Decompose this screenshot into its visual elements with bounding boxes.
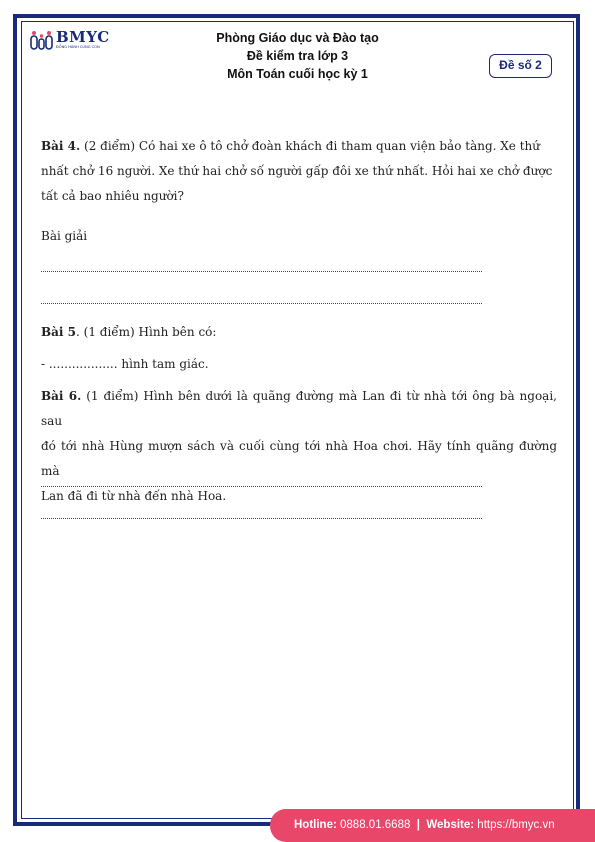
bai6-label: Bài 6. bbox=[41, 389, 82, 403]
header-subject: Môn Toán cuối học kỳ 1 bbox=[227, 67, 368, 81]
logo-wordmark: BMYC bbox=[56, 28, 110, 46]
bai4-line-3: tất cả bao nhiêu người? bbox=[41, 189, 184, 203]
website-link[interactable]: https://bmyc.vn bbox=[477, 819, 555, 831]
bai4-label: Bài 4. bbox=[41, 139, 81, 153]
bai6-line-3: Lan đã đi từ nhà đến nhà Hoa. bbox=[41, 489, 227, 503]
logo-tagline: ĐỒNG HÀNH CÙNG CON bbox=[56, 45, 100, 49]
bai4-question bbox=[41, 134, 557, 209]
answer-line-2[interactable] bbox=[41, 303, 482, 304]
bai4-line-2: nhất chở 16 người. Xe thứ hai chở số người gấp đôi xe thứ nhất. Hỏi hai xe chở được bbox=[41, 164, 553, 178]
footer-separator: | bbox=[416, 819, 420, 831]
bai4-solution-label: Bài giải bbox=[41, 229, 88, 243]
exam-number-badge: Đề số 2 bbox=[489, 54, 552, 78]
header-department: Phòng Giáo dục và Đào tạo bbox=[216, 31, 379, 45]
header-exam-title: Đề kiểm tra lớp 3 bbox=[246, 49, 349, 63]
answer-line-3[interactable] bbox=[41, 486, 482, 487]
bai6-line-1: Bài 6. (1 điểm) Hình bên dưới là quãng đường mà Lan đi từ nhà tới ông bà ngoại, sau bbox=[41, 389, 557, 428]
hotline-label: Hotline: bbox=[294, 819, 337, 831]
bai6-line-2: đó tới nhà Hùng mượn sách và cuối cùng tới nhà Hoa chơi. Hãy tính quãng đường mà bbox=[41, 439, 557, 478]
bai5-question: Bài 5. (1 điểm) Hình bên có: bbox=[41, 325, 217, 339]
answer-line-1[interactable] bbox=[41, 271, 482, 272]
bai5-label: Bài 5 bbox=[41, 325, 77, 339]
bai6-question bbox=[41, 384, 557, 509]
bai4-line-1: Bài 4. (2 điểm) Có hai xe ô tô chở đoàn khách đi tham quan viện bảo tàng. Xe thứ bbox=[41, 139, 541, 153]
bai5-answer-item: - .................. hình tam giác. bbox=[41, 357, 209, 371]
answer-line-4[interactable] bbox=[41, 518, 482, 519]
footer-contact-bar bbox=[270, 809, 595, 842]
website-label: Website: bbox=[426, 819, 475, 831]
hotline-number[interactable]: 0888.01.6688 bbox=[340, 819, 411, 831]
